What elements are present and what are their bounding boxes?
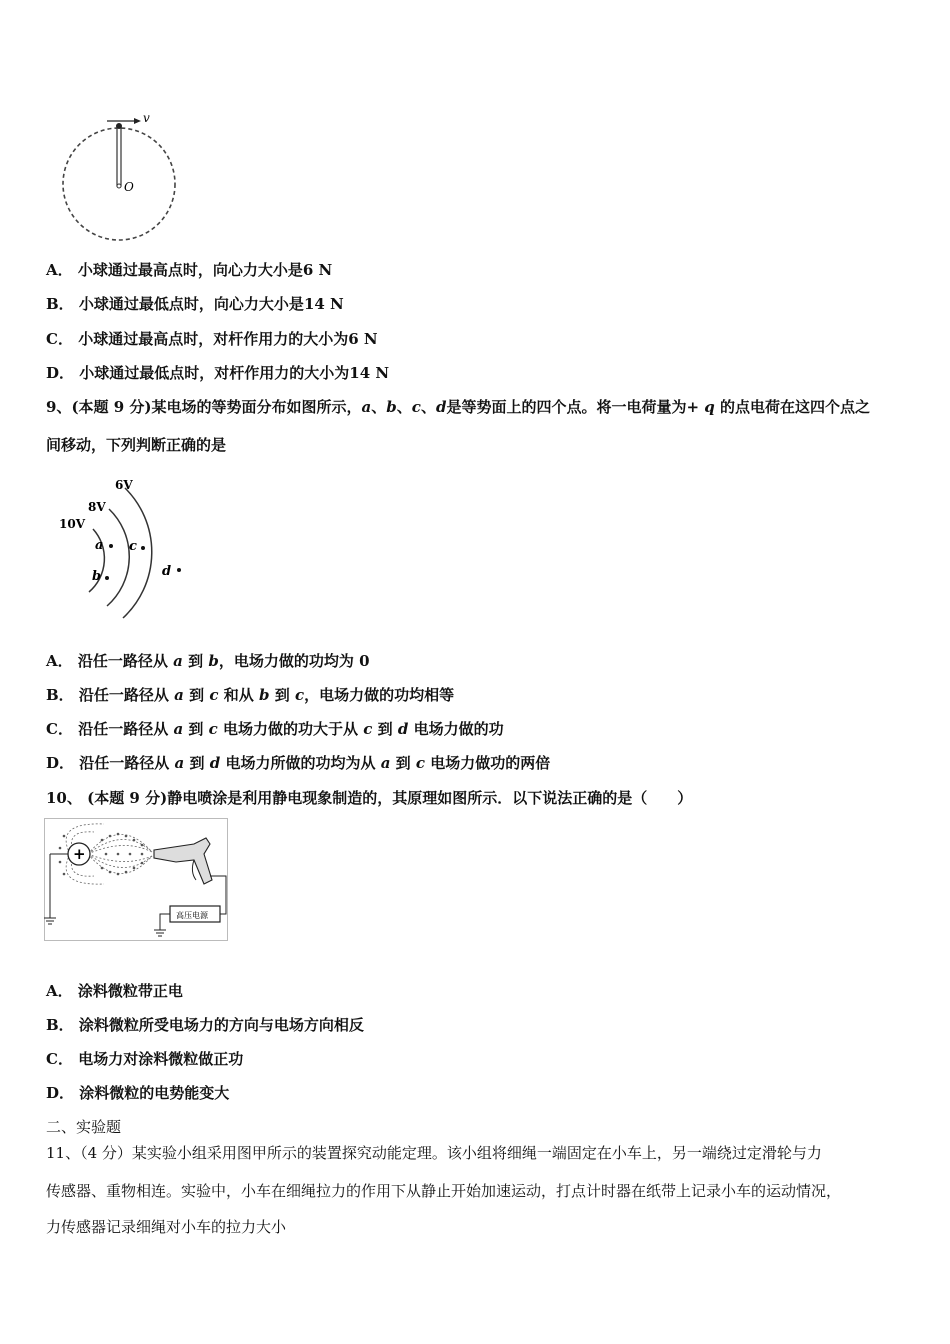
ground-symbol-left	[44, 918, 56, 924]
label-c: c	[129, 539, 137, 554]
rod	[117, 126, 121, 186]
figure-equipotential	[55, 474, 195, 624]
q8-option-c[interactable]: C． 小球通过最高点时，对杆作用力的大小为6 N	[46, 330, 378, 348]
high-voltage-source-label: 高压电源	[176, 911, 208, 920]
equipotential-6v	[123, 488, 152, 618]
q9-stem-line1: 9、(本题 9 分)某电场的等势面分布如图所示，a、b、c、d是等势面上的四个点。将一电荷量为+ q 的点电荷在这四个点之	[46, 398, 870, 416]
pivot-o	[117, 184, 121, 188]
q9-option-d[interactable]: D． 沿任一路径从 a 到 d 电场力所做的功均为从 a 到 c 电场力做功的两倍	[46, 754, 551, 772]
point-b	[105, 576, 109, 580]
label-a: a	[95, 538, 104, 553]
q10-option-b[interactable]: B． 涂料微粒所受电场力的方向与电场方向相反	[46, 1016, 364, 1034]
q11-line3: 力传感器记录细绳对小车的拉力大小	[46, 1218, 287, 1236]
workpiece-plus: +	[73, 845, 86, 863]
o-label: O	[124, 180, 134, 194]
q9-option-a[interactable]: A． 沿任一路径从 a 到 b，电场力做的功均为 0	[46, 652, 370, 670]
figure-circular-motion	[55, 108, 185, 248]
q11-line1: 11、（4 分）某实验小组采用图甲所示的装置探究动能定理。该小组将细绳一端固定在小车上，另一端绕过定滑轮与力	[46, 1144, 822, 1162]
v-label: v	[143, 111, 150, 125]
point-d	[177, 568, 181, 572]
point-c	[141, 546, 145, 550]
q10-stem: 10、 (本题 9 分)静电喷涂是利用静电现象制造的，其原理如图所示．以下说法正确的是（ ）	[46, 789, 693, 807]
q11-line2: 传感器、重物相连。实验中，小车在细绳拉力的作用下从静止开始加速运动，打点计时器在纸带上记录小车的运动情况，	[46, 1182, 842, 1200]
point-a	[109, 544, 113, 548]
q8-option-d[interactable]: D． 小球通过最低点时，对杆作用力的大小为14 N	[46, 364, 390, 382]
label-8v: 8V	[88, 500, 106, 514]
q10-option-c[interactable]: C． 电场力对涂料微粒做正功	[46, 1050, 244, 1068]
equipotential-8v	[107, 509, 129, 606]
source-ground-wire	[160, 914, 170, 930]
q10-option-a[interactable]: A． 涂料微粒带正电	[46, 982, 183, 1000]
label-10v: 10V	[59, 517, 86, 531]
q10-option-d[interactable]: D． 涂料微粒的电势能变大	[46, 1084, 230, 1102]
label-6v: 6V	[115, 478, 133, 492]
figure-electrostatic-spray	[44, 818, 230, 950]
section-title: 二、实验题	[46, 1118, 122, 1136]
q8-option-b[interactable]: B． 小球通过最低点时，向心力大小是14 N	[46, 295, 344, 313]
q8-option-a[interactable]: A． 小球通过最高点时，向心力大小是6 N	[46, 261, 333, 279]
q9-stem-line2: 间移动，下列判断正确的是	[46, 436, 227, 454]
label-b: b	[92, 569, 102, 584]
spray-gun	[154, 838, 212, 884]
ground-symbol-right	[154, 930, 166, 936]
label-d: d	[162, 564, 172, 579]
velocity-arrowhead	[134, 118, 141, 124]
q9-option-b[interactable]: B． 沿任一路径从 a 到 c 和从 b 到 c，电场力做的功均相等	[46, 686, 455, 704]
ball	[116, 123, 122, 129]
q9-option-c[interactable]: C． 沿任一路径从 a 到 c 电场力做的功大于从 c 到 d 电场力做的功	[46, 720, 504, 738]
